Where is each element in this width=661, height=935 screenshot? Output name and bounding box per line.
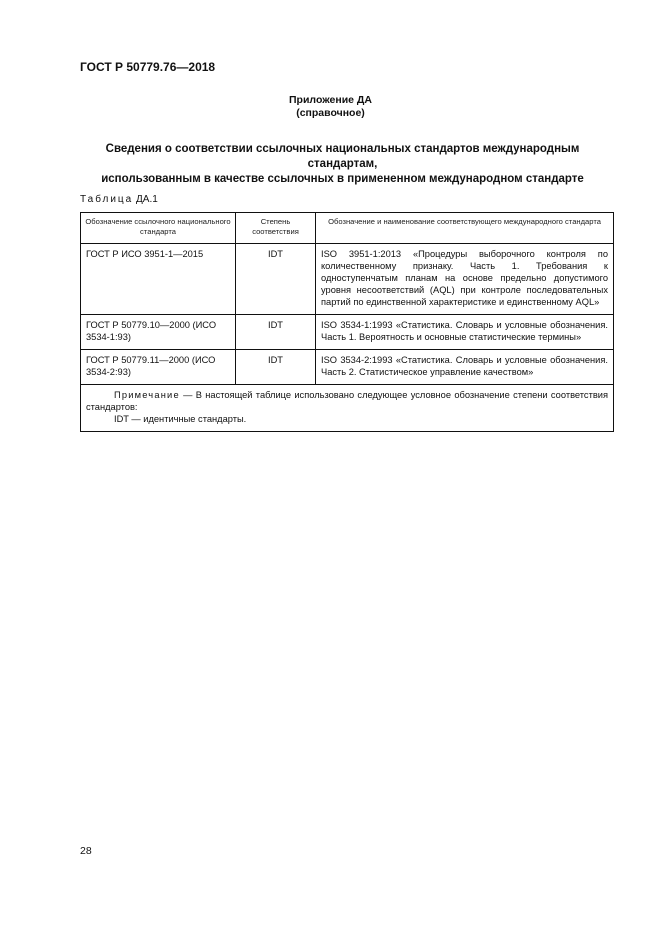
annex-subtitle: (справочное) [296,107,365,119]
table-caption [80,194,158,205]
cell-national: ГОСТ Р ИСО 3951-1—2015 [81,244,236,315]
cell-national: ГОСТ Р 50779.11—2000 (ИСО 3534-2:93) [81,350,236,385]
table-row [81,315,614,350]
section-heading-line2: использованным в качестве ссылочных в примененном международном стандарте [101,173,584,185]
annex-heading [0,94,661,120]
correspondence-table [80,212,614,432]
cell-national: ГОСТ Р 50779.10—2000 (ИСО 3534-1:93) [81,315,236,350]
table-caption-word: Таблица [80,194,134,205]
table-row [81,350,614,385]
table-note-row [81,385,614,432]
standard-number: ГОСТ Р 50779.76—2018 [80,60,216,74]
note-body: — В настоящей таблице использовано следующее условное обозначение степени соответствия стандартов: [86,390,608,412]
cell-international: ISO 3534-2:1993 «Статистика. Словарь и условные обозначения. Часть 2. Статистическое управление качеством» [316,350,614,385]
table-caption-id: ДА.1 [136,194,158,205]
note-text [86,389,608,413]
note-item: IDT — идентичные стандарты. [114,414,247,424]
cell-degree: IDT [236,244,316,315]
section-heading [70,142,615,187]
note-label: Примечание [114,390,180,400]
col-header-degree: Степень соответствия [236,213,316,244]
col-header-national: Обозначение ссылочного национального стандарта [81,213,236,244]
cell-degree: IDT [236,350,316,385]
table-note [81,385,614,432]
section-heading-line1: Сведения о соответствии ссылочных национальных стандартов международным стандартам, [105,143,580,170]
table-header-row [81,213,614,244]
table-row [81,244,614,315]
col-header-international: Обозначение и наименование соответствующего международного стандарта [316,213,614,244]
cell-international: ISO 3951-1:2013 «Процедуры выборочного контроля по количественному признаку. Часть 1. Требования к одноступенчатым планам на основе предельно допустимого уровня несоответствий (AQL) при контроле последовательных партий по единственной характеристике и единственному AQL» [316,244,614,315]
page-number: 28 [80,845,92,857]
cell-international: ISO 3534-1:1993 «Статистика. Словарь и условные обозначения. Часть 1. Вероятность и основные статистические термины» [316,315,614,350]
annex-title: Приложение ДА [289,94,372,106]
cell-degree: IDT [236,315,316,350]
